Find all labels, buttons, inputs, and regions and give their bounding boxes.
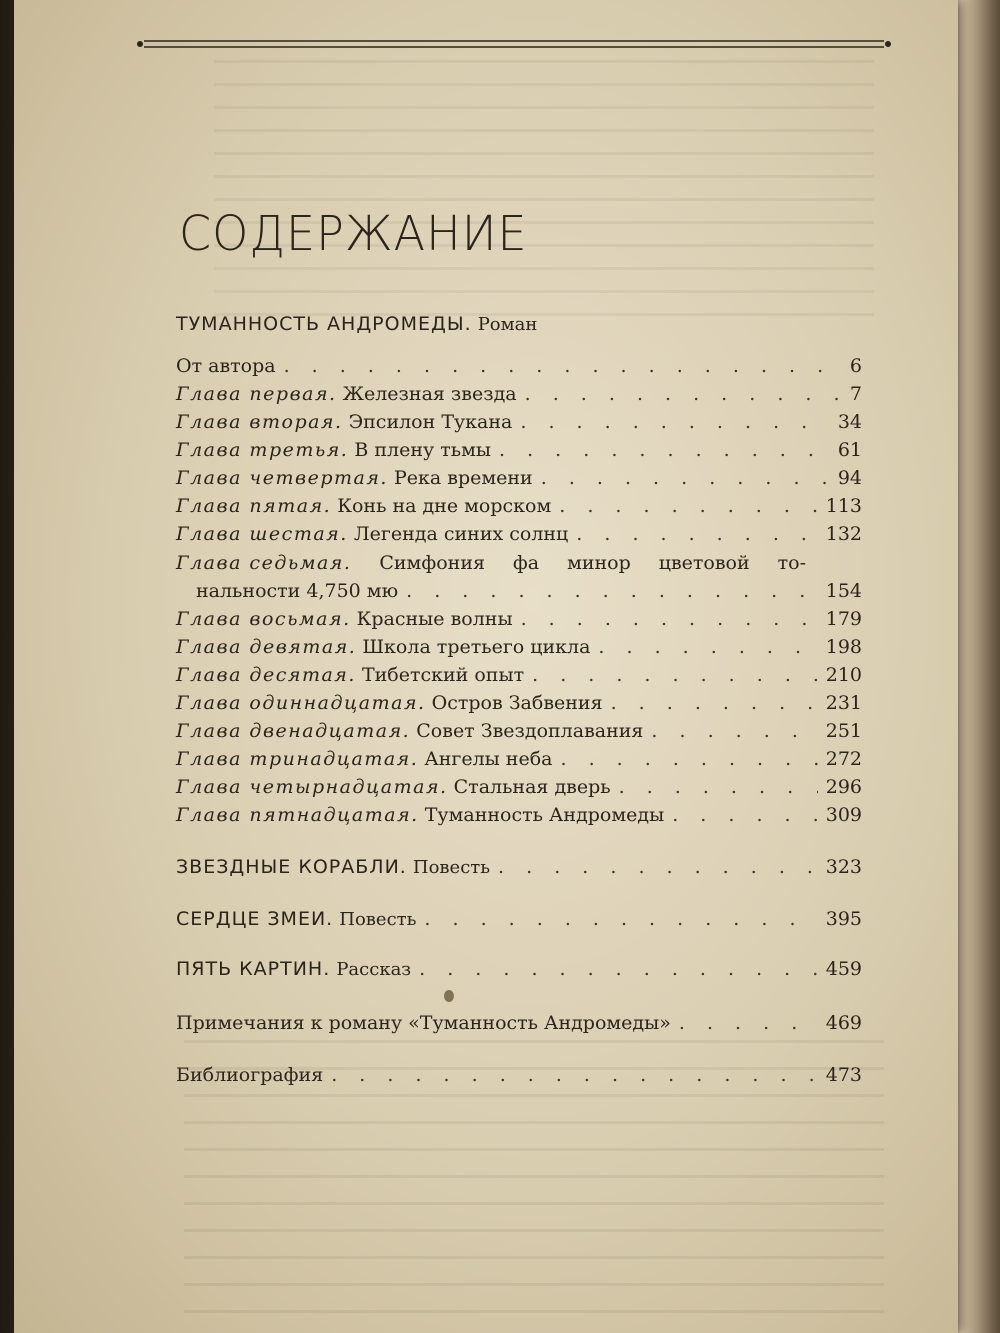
chapter-title-word: фа <box>512 552 540 574</box>
leader-dots <box>541 467 830 489</box>
chapter-title: Остров Забвения <box>431 692 603 714</box>
toc-row-chapter-4 <box>176 467 862 489</box>
page-number: 210 <box>825 664 862 686</box>
chapter-title: В плену тьмы <box>354 439 492 461</box>
chapter-ordinal: Глава восьмая. <box>176 608 351 630</box>
novel-title: ТУМАННОСТЬ АНДРОМЕДЫ. <box>176 313 472 335</box>
chapter-ordinal: Глава одиннадцатая. <box>176 692 426 714</box>
chapter-ordinal: Глава пятая. <box>176 495 332 517</box>
leader-dots <box>284 355 842 377</box>
toc-row-chapter-7-line-1 <box>176 552 806 574</box>
leader-dots <box>611 692 818 714</box>
chapter-title-word: цветовой <box>658 552 750 574</box>
leader-dots <box>419 958 818 980</box>
chapter-ordinal: Глава тринадцатая. <box>176 748 419 770</box>
chapter-ordinal: Глава третья. <box>176 439 349 461</box>
chapter-title: Красные волны <box>356 608 513 630</box>
page-number: 459 <box>825 958 862 980</box>
page-number: 251 <box>825 720 862 742</box>
page-number: 179 <box>825 608 862 630</box>
chapter-ordinal: Глава шестая. <box>176 523 348 545</box>
novel-title-line <box>176 313 862 335</box>
chapter-title: Конь на дне морском <box>337 495 552 517</box>
toc-row-work-3 <box>176 958 862 980</box>
leader-dots <box>598 636 817 658</box>
page-number: 296 <box>825 776 862 798</box>
bibliography-label: Библиография <box>176 1064 324 1086</box>
page-number: 395 <box>825 908 862 930</box>
leader-dots <box>521 608 818 630</box>
chapter-ordinal: Глава двенадцатая. <box>176 720 411 742</box>
leader-dots <box>679 1012 818 1034</box>
chapter-ordinal: Глава первая. <box>176 383 337 405</box>
page-number: 473 <box>825 1064 862 1086</box>
chapter-title: Река времени <box>394 467 533 489</box>
page-number: 61 <box>837 439 862 461</box>
header-ornament-rule <box>134 36 894 52</box>
leader-dots <box>525 383 842 405</box>
work-title: ПЯТЬ КАРТИН. <box>176 958 331 980</box>
page-number: 113 <box>825 495 862 517</box>
toc-row-bibliography <box>176 1064 862 1086</box>
leader-dots <box>499 439 830 461</box>
page-number: 154 <box>825 580 862 602</box>
chapter-ordinal: Глава пятнадцатая. <box>176 804 419 826</box>
page-number: 6 <box>849 355 862 377</box>
page-number: 323 <box>825 856 862 878</box>
toc-row-chapter-9 <box>176 636 862 658</box>
toc-row-work-1 <box>176 856 862 878</box>
chapter-ordinal: Глава четырнадцатая. <box>176 776 448 798</box>
contents-heading: СОДЕРЖАНИЕ <box>179 205 528 262</box>
chapter-ordinal: Глава вторая. <box>176 411 343 433</box>
toc-row-chapter-3 <box>176 439 862 461</box>
chapter-ordinal: Глава девятая. <box>176 636 357 658</box>
leader-dots <box>651 720 817 742</box>
toc-row-chapter-15 <box>176 804 862 826</box>
page-number: 7 <box>849 383 862 405</box>
toc-row-chapter-2 <box>176 411 862 433</box>
chapter-title: Легенда синих солнц <box>353 523 569 545</box>
leader-dots <box>561 748 818 770</box>
leader-dots <box>520 411 829 433</box>
book-page <box>14 0 958 1333</box>
toc-row-chapter-8 <box>176 608 862 630</box>
chapter-ordinal: Глава седьмая. <box>176 552 352 574</box>
toc-row-chapter-12 <box>176 720 862 742</box>
chapter-ordinal: Глава десятая. <box>176 664 356 686</box>
work-title: ЗВЕЗДНЫЕ КОРАБЛИ. <box>176 856 407 878</box>
novel-genre: Роман <box>477 314 538 335</box>
page-number: 231 <box>825 692 862 714</box>
leader-dots <box>619 776 818 798</box>
toc-row-chapter-14 <box>176 776 862 798</box>
chapter-title-word: минор <box>567 552 631 574</box>
paper-stain <box>444 990 454 1002</box>
chapter-title: Железная звезда <box>342 383 517 405</box>
toc-row-chapter-6 <box>176 523 862 545</box>
chapter-ordinal: Глава четвертая. <box>176 467 388 489</box>
chapter-title: Стальная дверь <box>453 776 611 798</box>
toc-row-work-2 <box>176 908 862 930</box>
toc-row-chapter-1 <box>176 383 862 405</box>
page-number: 34 <box>837 411 862 433</box>
leader-dots <box>498 856 818 878</box>
chapter-title: Тибетский опыт <box>361 664 525 686</box>
page-number: 469 <box>825 1012 862 1034</box>
chapter-title: Совет Звездоплавания <box>416 720 644 742</box>
toc-row-chapter-5 <box>176 495 862 517</box>
toc-row-chapter-13 <box>176 748 862 770</box>
chapter-title-continuation: нальности 4,750 мю <box>196 580 399 602</box>
page-number: 132 <box>825 523 862 545</box>
work-genre: Рассказ <box>336 959 412 980</box>
page-number: 94 <box>837 467 862 489</box>
chapter-title: Школа третьего цикла <box>362 636 591 658</box>
leader-dots <box>331 1064 818 1086</box>
notes-label: Примечания к роману «Туманность Андромеды» <box>176 1012 671 1034</box>
chapter-title: Эпсилон Тукана <box>348 411 513 433</box>
work-genre: Повесть <box>412 857 491 878</box>
preface-label: От автора <box>176 355 276 377</box>
toc-row-chapter-11 <box>176 692 862 714</box>
toc-row-chapter-7-line-2 <box>176 580 862 602</box>
page-number: 309 <box>825 804 862 826</box>
toc-row-chapter-10 <box>176 664 862 686</box>
chapter-title: Ангелы неба <box>424 748 553 770</box>
leader-dots <box>576 523 817 545</box>
chapter-title-word: то- <box>777 552 806 574</box>
toc-row-preface <box>176 355 862 377</box>
page-number: 198 <box>825 636 862 658</box>
toc-row-notes <box>176 1012 862 1034</box>
leader-dots <box>672 804 818 826</box>
chapter-title: Туманность Андромеды <box>424 804 665 826</box>
work-genre: Повесть <box>339 909 417 930</box>
leader-dots <box>532 664 818 686</box>
leader-dots <box>424 908 817 930</box>
bleed-through-text-top <box>214 60 874 320</box>
page-number: 272 <box>825 748 862 770</box>
leader-dots <box>406 580 818 602</box>
work-title: СЕРДЦЕ ЗМЕИ. <box>176 908 334 930</box>
chapter-title-word: Симфония <box>379 552 485 574</box>
leader-dots <box>559 495 817 517</box>
